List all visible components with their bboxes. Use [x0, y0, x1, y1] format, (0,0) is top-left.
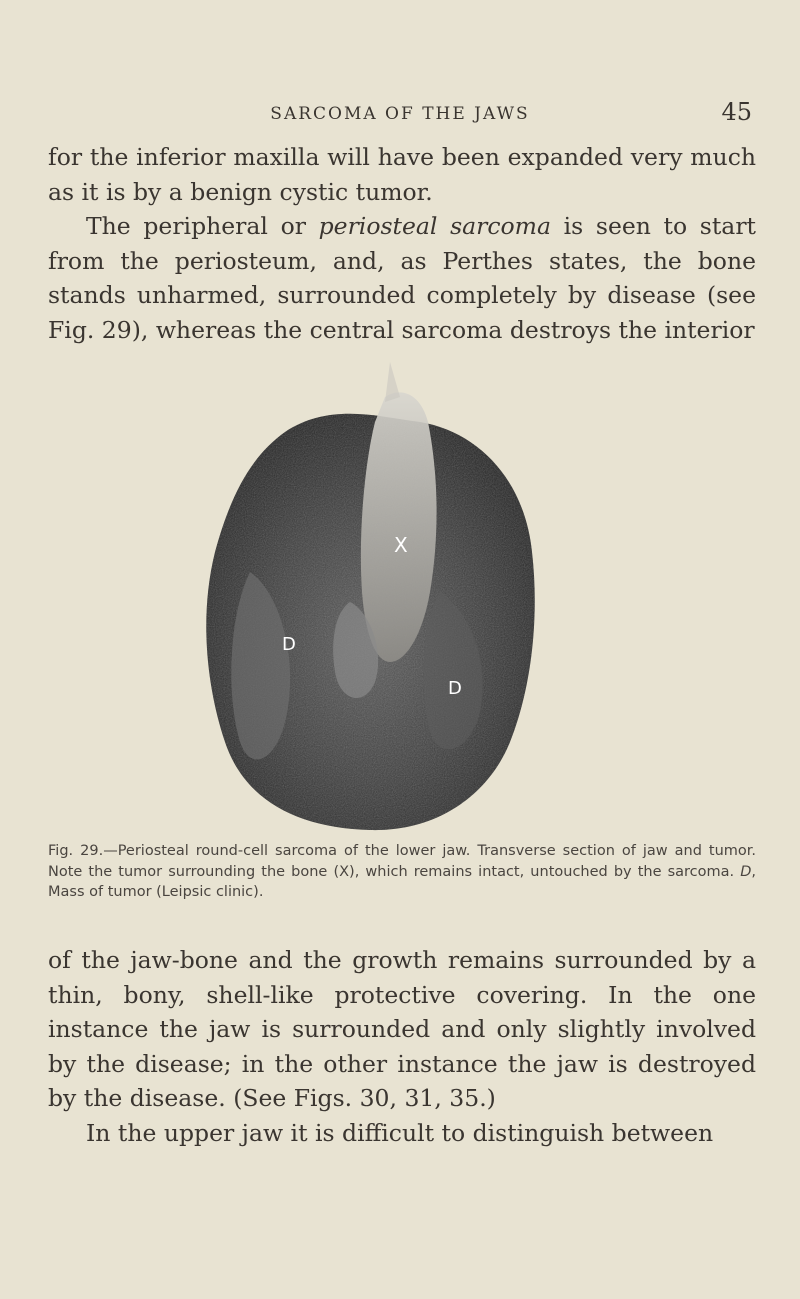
figure-29-photograph [190, 362, 550, 838]
caption-text: ), which remains intact, untouched by the sarcoma. [349, 863, 741, 880]
label-d-right: D [448, 678, 462, 699]
caption-text: —Periosteal round-cell sarcoma of the lower jaw. Transverse section of jaw and tumor. Note the tumor surrounding the bone ( [48, 843, 756, 880]
caption-italic-d: D [740, 863, 752, 880]
paragraph-upper-jaw: In the upper jaw it is difficult to distinguish between [86, 1118, 714, 1147]
paragraph-text: The peripheral or [86, 212, 319, 240]
jaw-section-image [190, 362, 550, 838]
running-head [48, 98, 752, 128]
paragraph-text: is seen to start from the periosteum, and, as Perthes states, the bone stands unharmed, surrounded completely by disease (see Fig. 29), whereas the central sarcoma destroys the interior [48, 212, 756, 344]
page-number: 45 [721, 98, 752, 126]
paragraph-jaw-bone: of the jaw-bone and the growth remains surrounded by a thin, bony, shell-like protective covering. In the one instance the jaw is surrounded and only slightly involved by the disease; in the other instance the jaw is destroyed by the disease. (See Figs. 30, 31, 35.) [48, 946, 756, 1112]
paragraph-periosteal [48, 209, 756, 347]
caption-fig-label: Fig. 29. [48, 843, 104, 859]
label-d-left: D [282, 634, 296, 655]
caption-symbol: X [339, 863, 350, 880]
running-title: SARCOMA OF THE JAWS [270, 104, 530, 124]
body-text-top [48, 140, 756, 347]
label-x: X [394, 533, 408, 557]
body-text-bottom [48, 943, 756, 1150]
paragraph-continuation: for the inferior maxilla will have been expanded very much as it is by a benign cystic tumor. [48, 143, 756, 206]
caption-text: , Mass of tumor (Leipsic clinic). [48, 863, 756, 900]
italic-term: periosteal sarcoma [318, 212, 551, 240]
figure-caption [48, 841, 756, 903]
